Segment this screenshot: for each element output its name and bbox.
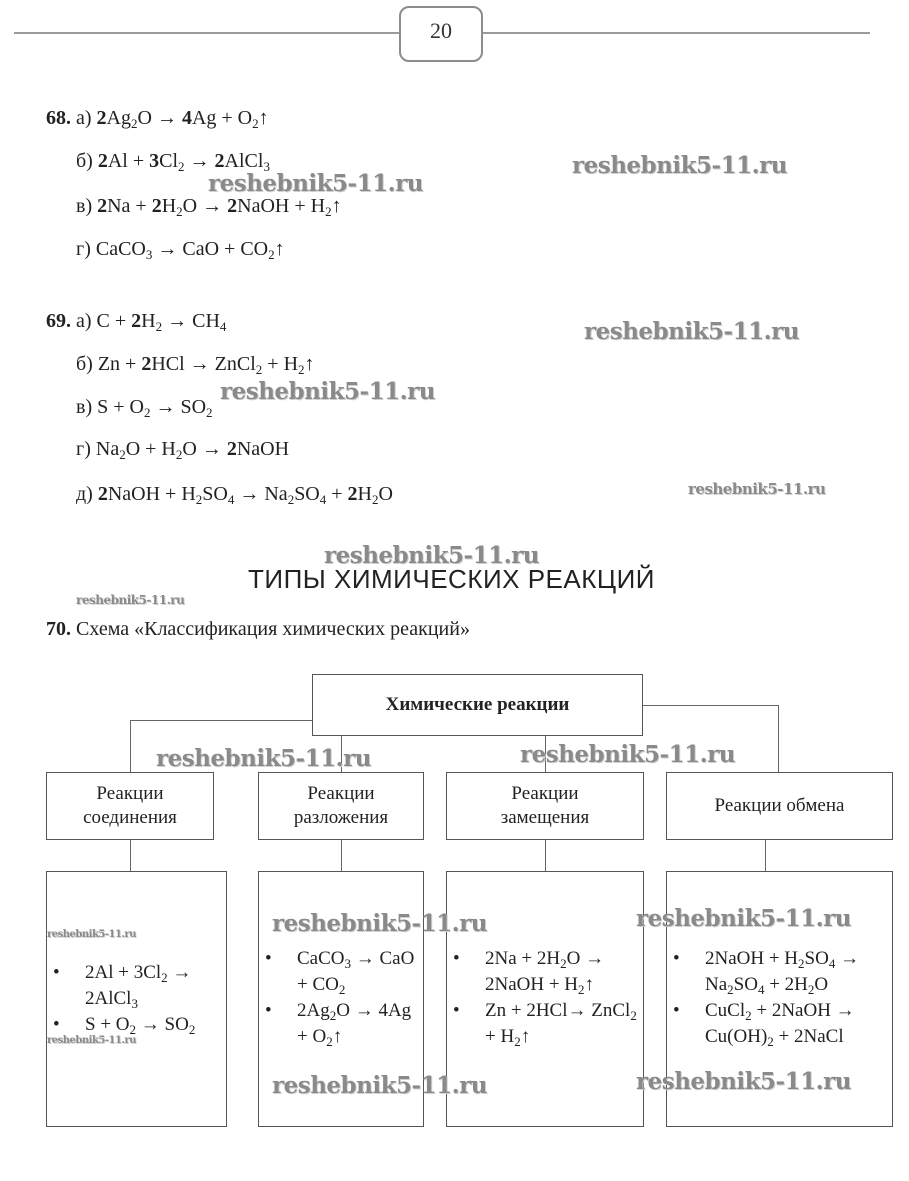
watermark: reshebnik5-11.ru [584,318,799,345]
category-title-line: замещения [500,807,590,828]
category-title-line: Реакции обмена [714,795,845,816]
equation: $2Al + 3Cl_2$ → 2AlCl$_3$ [97,150,270,174]
eq-letter: в) [76,195,93,217]
connector [130,720,131,773]
connector [778,705,779,773]
equation: $2Na + 2H_2O$ → 2NaOH + $H_2↑$ [97,195,342,219]
bullet: • [453,948,460,969]
equation-line [76,395,213,419]
category-title-line: Реакции [511,783,579,804]
eq-letter: б) [76,353,93,375]
eq-letter: г) [76,238,91,260]
equation-line [76,237,285,261]
example-equation: $2Ag_2O \to 4Ag$ + $O_2↑$ [297,1000,412,1049]
equation: 2NaOH + $H_2SO_4 \to Na_2SO_4 + 2H_2O$ [97,483,393,507]
category-box-compound [46,772,214,840]
root-title: Химические реакции [385,694,570,715]
examples-list [667,946,889,1050]
page-number: 20 [399,6,483,62]
example-item [259,998,419,1050]
connector [341,840,342,872]
bullet: • [453,1000,460,1021]
watermark: reshebnik5-11.ru [47,929,136,940]
example-equation: 2NaOH + $H_2SO_4 \to Na_2SO_4 + 2H_2O$ [705,948,860,997]
example-item [447,998,639,1050]
example-equation: $S + O_2 \to SO_2$ [85,1014,196,1037]
watermark: reshebnik5-11.ru [572,152,787,179]
eq-letter: а) [76,310,92,332]
watermark: reshebnik5-11.ru [47,1035,136,1046]
section-title: ТИПЫ ХИМИЧЕСКИХ РЕАКЦИЙ [248,564,655,594]
example-equation: CuCl$_2$ + 2NaOH → $Cu(OH)_2$ + 2NaCl [705,1000,855,1049]
root-box [312,674,643,736]
equation: $S + O_2 \to SO_2$ [97,396,213,420]
category-title-line: Реакции [96,783,164,804]
eq-letter: д) [76,483,93,505]
bullet: • [673,1000,680,1021]
watermark: reshebnik5-11.ru [272,1072,487,1099]
equation: $Na_2O + H_2O$ → 2NaOH [95,438,290,462]
bullet: • [265,1000,272,1021]
category-box-exchange [666,772,893,840]
watermark: reshebnik5-11.ru [688,480,826,498]
category-title-line: соединения [83,807,177,828]
eq-letter: г) [76,438,91,460]
equation-line [76,194,342,218]
bullet: • [53,962,60,983]
bullet: • [53,1014,60,1035]
problem-text: Схема «Классификация химических реакций» [76,618,470,640]
problem-number: 70. [46,618,71,640]
watermark: reshebnik5-11.ru [520,741,735,768]
watermark: reshebnik5-11.ru [76,593,185,607]
bullet: • [265,948,272,969]
problem-number: 69. [46,310,71,332]
watermark: reshebnik5-11.ru [208,170,423,197]
equation: CaCO$_3$ → CaO + $CO_2↑$ [95,238,285,262]
equation: $2Ag_2O \to 4Ag$ + $O_2↑$ [96,107,269,131]
category-box-substitution [446,772,644,840]
equation: $C + 2H_2 \to CH_4$ [96,310,227,334]
connector [130,840,131,872]
examples-box-compound [46,871,227,1127]
watermark: reshebnik5-11.ru [636,1068,851,1095]
examples-list [47,960,227,1038]
equation-line [76,352,315,376]
watermark: reshebnik5-11.ru [156,745,371,772]
equation-line [76,482,393,506]
examples-list [447,946,639,1050]
connector [130,720,313,721]
bullet: • [673,948,680,969]
example-item [447,946,639,998]
example-equation: Zn + 2HCl→ ZnCl$_2$ + $H_2↑$ [485,1000,637,1049]
example-item [47,960,227,1012]
problem-68 [46,106,269,130]
eq-letter: а) [76,107,92,129]
example-equation: $2Al + 3Cl_2$ → 2AlCl$_3$ [85,962,192,1011]
connector [765,840,766,872]
category-title-line: разложения [293,807,389,828]
connector [545,840,546,872]
watermark: reshebnik5-11.ru [220,378,435,405]
problem-69 [46,309,226,333]
header-rule-right [478,32,870,34]
example-item [667,946,889,998]
problem-number: 68. [46,107,71,129]
problem-70 [46,617,470,641]
eq-letter: б) [76,150,93,172]
watermark: reshebnik5-11.ru [636,905,851,932]
watermark: reshebnik5-11.ru [272,910,487,937]
equation: Zn + 2HCl → ZnCl$_2$ + $H_2↑$ [97,353,315,377]
equation-line [76,437,289,461]
connector [642,705,779,706]
eq-letter: в) [76,396,93,418]
header-rule-left [14,32,400,34]
example-item [667,998,889,1050]
category-box-decomposition [258,772,424,840]
examples-list [259,946,419,1050]
category-title-line: Реакции [307,783,375,804]
example-equation: $2Na + 2H_2O$ → 2NaOH + $H_2↑$ [485,948,605,997]
example-equation: CaCO$_3$ → CaO + $CO_2$ [297,948,415,997]
example-item [259,946,419,998]
watermark: reshebnik5-11.ru [324,542,539,569]
